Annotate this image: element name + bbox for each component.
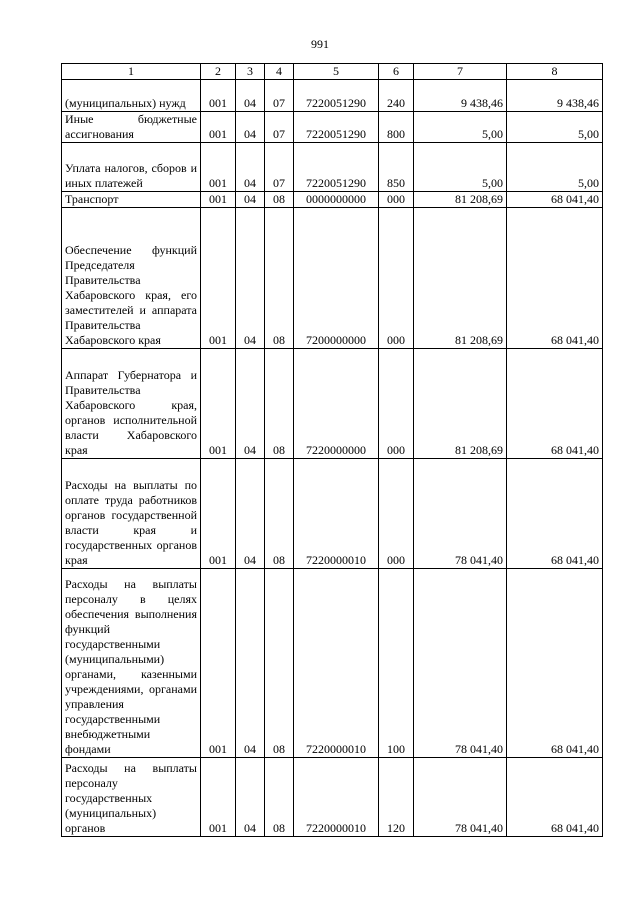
row-name-cell: [62, 208, 201, 349]
cell-expense-type: 800: [379, 112, 414, 143]
cell-subsection: 08: [265, 349, 294, 459]
cell-amount-8: 68 041,40: [507, 569, 603, 758]
cell-subsection: 08: [265, 758, 294, 837]
cell-admin-code: 001: [201, 569, 236, 758]
cell-subsection: 08: [265, 192, 294, 208]
row-name-cell: [62, 112, 201, 143]
cell-admin-code: 001: [201, 80, 236, 112]
row-name: Обеспечение функций Председателя Правительства Хабаровского края, его заместителей и аппарата Правительства Хабаровского края: [65, 243, 197, 347]
column-header: 5: [294, 64, 379, 80]
cell-admin-code: 001: [201, 112, 236, 143]
cell-amount-7: 5,00: [414, 143, 507, 192]
cell-expense-type: 000: [379, 192, 414, 208]
column-header: 1: [62, 64, 201, 80]
row-name: Уплата налогов, сборов и иных платежей: [65, 161, 197, 190]
row-name-cell: [62, 569, 201, 758]
row-name: Расходы на выплаты персоналу в целях обеспечения выполнения функций государственными (муниципальными) органами, казенными учреждениями, органами управления государственными внебюджетными фондами: [65, 577, 197, 756]
cell-amount-7: 78 041,40: [414, 569, 507, 758]
row-name: Иные бюджетные ассигнования: [65, 112, 197, 141]
row-name-cell: [62, 143, 201, 192]
cell-amount-8: 68 041,40: [507, 459, 603, 569]
cell-amount-7: 5,00: [414, 112, 507, 143]
table-row: [62, 112, 603, 143]
cell-expense-type: 850: [379, 143, 414, 192]
cell-target-article: 7220000010: [294, 758, 379, 837]
cell-section: 04: [236, 569, 265, 758]
cell-amount-8: 5,00: [507, 112, 603, 143]
cell-subsection: 08: [265, 569, 294, 758]
cell-amount-8: 68 041,40: [507, 349, 603, 459]
cell-amount-8: 68 041,40: [507, 208, 603, 349]
row-name-cell: [62, 758, 201, 837]
cell-admin-code: 001: [201, 459, 236, 569]
row-name: (муниципальных) нужд: [65, 96, 186, 110]
cell-admin-code: 001: [201, 208, 236, 349]
cell-target-article: 0000000000: [294, 192, 379, 208]
column-header: 2: [201, 64, 236, 80]
column-header: 7: [414, 64, 507, 80]
cell-target-article: 7220051290: [294, 112, 379, 143]
cell-expense-type: 100: [379, 569, 414, 758]
row-name-cell: [62, 192, 201, 208]
column-header: 8: [507, 64, 603, 80]
row-name-cell: [62, 349, 201, 459]
cell-subsection: 08: [265, 459, 294, 569]
row-name: Расходы на выплаты персоналу государственных (муниципальных) органов: [65, 761, 197, 835]
cell-section: 04: [236, 143, 265, 192]
table-header-row: [62, 64, 603, 80]
cell-subsection: 07: [265, 112, 294, 143]
cell-section: 04: [236, 80, 265, 112]
row-name-cell: [62, 80, 201, 112]
table-row: [62, 192, 603, 208]
cell-target-article: 7220000010: [294, 459, 379, 569]
cell-section: 04: [236, 208, 265, 349]
cell-amount-8: 5,00: [507, 143, 603, 192]
cell-admin-code: 001: [201, 758, 236, 837]
cell-section: 04: [236, 112, 265, 143]
column-header: 4: [265, 64, 294, 80]
cell-admin-code: 001: [201, 349, 236, 459]
cell-expense-type: 120: [379, 758, 414, 837]
page-number: 991: [311, 37, 329, 51]
cell-target-article: 7200000000: [294, 208, 379, 349]
cell-target-article: 7220000010: [294, 569, 379, 758]
cell-amount-8: 68 041,40: [507, 758, 603, 837]
cell-amount-7: 81 208,69: [414, 349, 507, 459]
cell-section: 04: [236, 349, 265, 459]
cell-amount-8: 9 438,46: [507, 80, 603, 112]
cell-section: 04: [236, 758, 265, 837]
cell-expense-type: 240: [379, 80, 414, 112]
cell-amount-7: 81 208,69: [414, 192, 507, 208]
row-name: Аппарат Губернатора и Правительства Хабаровского края, органов исполнительной власти Хабаровского края: [65, 368, 197, 457]
table-row: [62, 143, 603, 192]
row-name-cell: [62, 459, 201, 569]
cell-subsection: 07: [265, 80, 294, 112]
column-header: 6: [379, 64, 414, 80]
cell-section: 04: [236, 192, 265, 208]
cell-expense-type: 000: [379, 349, 414, 459]
cell-section: 04: [236, 459, 265, 569]
cell-amount-7: 81 208,69: [414, 208, 507, 349]
column-header: 3: [236, 64, 265, 80]
cell-amount-7: 9 438,46: [414, 80, 507, 112]
table-row: [62, 349, 603, 459]
table-row: [62, 569, 603, 758]
row-name: Расходы на выплаты по оплате труда работников органов государственной власти края и государственных органов края: [65, 478, 197, 567]
cell-admin-code: 001: [201, 192, 236, 208]
cell-subsection: 08: [265, 208, 294, 349]
table-row: [62, 208, 603, 349]
cell-subsection: 07: [265, 143, 294, 192]
cell-expense-type: 000: [379, 459, 414, 569]
row-name: Транспорт: [65, 192, 119, 206]
cell-amount-7: 78 041,40: [414, 459, 507, 569]
table-row: [62, 758, 603, 837]
table-row: [62, 80, 603, 112]
cell-admin-code: 001: [201, 143, 236, 192]
cell-amount-7: 78 041,40: [414, 758, 507, 837]
cell-target-article: 7220000000: [294, 349, 379, 459]
budget-table: [61, 63, 603, 837]
cell-target-article: 7220051290: [294, 80, 379, 112]
cell-expense-type: 000: [379, 208, 414, 349]
cell-target-article: 7220051290: [294, 143, 379, 192]
cell-amount-8: 68 041,40: [507, 192, 603, 208]
table-row: [62, 459, 603, 569]
